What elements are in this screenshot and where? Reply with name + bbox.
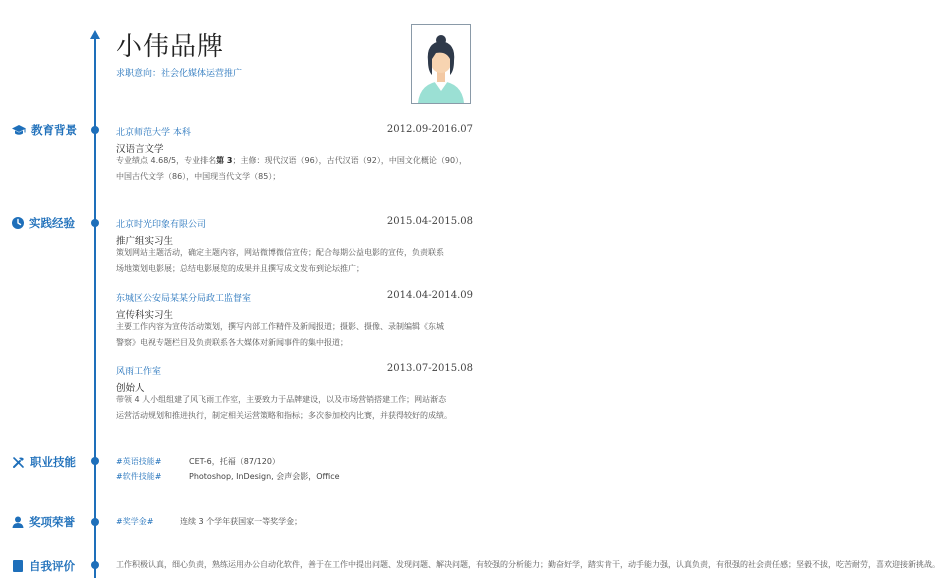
award-tag: #奖学金# <box>116 517 154 526</box>
tools-icon <box>12 456 25 469</box>
timeline-line <box>94 38 96 578</box>
experience-org: 北京时光印象有限公司 <box>116 220 207 230</box>
experience-date: 2015.04-2015.08 <box>386 216 473 227</box>
clock-icon <box>12 217 24 229</box>
timeline-dot-education <box>91 126 99 134</box>
job-intent: 求职意向：社会化媒体运营推广 <box>116 69 243 79</box>
experience-org: 东城区公安局某某分局政工监督室 <box>116 294 252 304</box>
education-courses: 专业绩点 4.68/5，专业排名第 3；主修：现代汉语（96），古代汉语（92），中国文化概论（90）， 中国古代文学（86），中国现当代文学（85）； <box>116 156 468 181</box>
education-school: 北京师范大学 本科 <box>116 128 191 138</box>
experience-org: 风雨工作室 <box>116 367 162 377</box>
section-title-education: 教育背景 <box>12 122 77 138</box>
avatar <box>411 24 471 104</box>
skill-value: CET-6，托福（87/120） <box>189 457 280 466</box>
education-date: 2012.09-2016.07 <box>386 124 473 135</box>
user-award-icon <box>12 516 24 529</box>
award-value: 连续 3 个学年获国家一等奖学金； <box>180 517 303 526</box>
timeline-dot-experience <box>91 219 99 227</box>
graduation-cap-icon <box>12 124 26 136</box>
section-title-self-evaluation: 自我评价 <box>12 558 75 574</box>
skill-tag: #英语技能# <box>116 457 162 466</box>
experience-role: 宣传科实习生 <box>116 310 174 321</box>
document-icon <box>12 560 24 572</box>
experience-date: 2013.07-2015.08 <box>386 363 473 374</box>
timeline-dot-awards <box>91 518 99 526</box>
avatar-woman-icon <box>412 25 470 103</box>
experience-role: 推广组实习生 <box>116 236 174 247</box>
section-title-awards: 奖项荣誉 <box>12 514 75 530</box>
experience-role: 创始人 <box>116 383 145 394</box>
section-title-skills: 职业技能 <box>12 454 76 470</box>
timeline-dot-self-evaluation <box>91 561 99 569</box>
education-major: 汉语言文学 <box>116 144 164 155</box>
experience-desc: 带领 4 人小组组建了风飞雨工作室，主要致力于品牌建设，以及市场营销搭建工作；网站渐态 运营活动规划和推进执行，制定相关运营策略和指标；多次参加校内比赛，并获得较好的成绩。 <box>116 395 452 420</box>
experience-date: 2014.04-2014.09 <box>386 290 473 301</box>
timeline-arrow-icon <box>90 30 100 39</box>
self-evaluation-text: 工作积极认真，细心负责，熟练运用办公自动化软件，善于在工作中提出问题、发现问题、解决问题，有较强的分析能力；勤奋好学，踏实肯干，动手能力强，认真负责，有很强的社会责任感；坚毅不拔，吃苦耐劳，喜欢迎接新挑战。 <box>116 560 940 569</box>
skill-value: Photoshop, InDesign, 会声会影，Office <box>189 472 340 481</box>
timeline-dot-skills <box>91 457 99 465</box>
candidate-name: 小伟品牌 <box>116 32 225 62</box>
experience-desc: 策划网站主题活动，确定主题内容，网站微博微信宣传；配合每期公益电影的宣传，负责联系 场地策划电影展；总结电影展览的成果并且撰写成文发布到论坛推广； <box>116 248 444 273</box>
section-title-experience: 实践经验 <box>12 215 75 231</box>
experience-desc: 主要工作内容为宣传活动策划，撰写内部工作精件及新闻报道；摄影、摄像、录制编辑《东城 警察》电视专题栏目及负责联系各大媒体对新闻事件的集中报道； <box>116 322 444 347</box>
skill-tag: #软件技能# <box>116 472 162 481</box>
